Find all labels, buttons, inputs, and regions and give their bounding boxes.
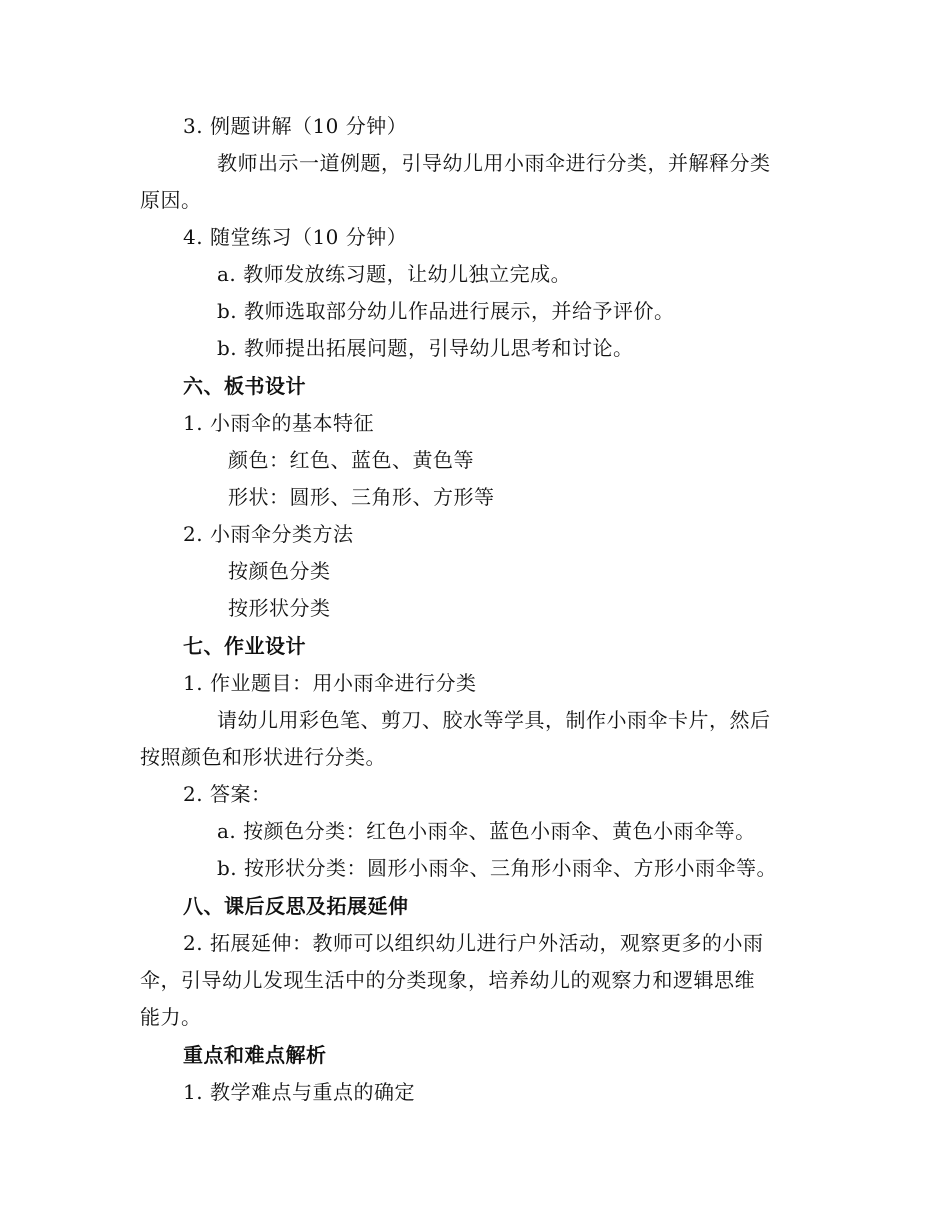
item-4-sub-b: b. 教师选取部分幼儿作品进行展示，并给予评价。	[217, 299, 675, 323]
section-8-heading: 八、课后反思及拓展延伸	[183, 894, 409, 918]
section-7-heading: 七、作业设计	[183, 634, 306, 658]
section-7-item-1: 1. 作业题目：用小雨伞进行分类	[183, 671, 477, 695]
section-8-item-2-line-2: 伞，引导幼儿发现生活中的分类现象，培养幼儿的观察力和逻辑思维	[140, 968, 755, 992]
section-8-item-2-line-3: 能力。	[140, 1005, 202, 1029]
section-6-item-1-shape: 形状：圆形、三角形、方形等	[228, 485, 495, 509]
section-7-item-1-body-line-1: 请幼儿用彩色笔、剪刀、胶水等学具，制作小雨伞卡片，然后	[217, 708, 771, 732]
key-points-heading: 重点和难点解析	[183, 1043, 327, 1067]
section-6-heading: 六、板书设计	[183, 374, 306, 398]
section-6-item-2-by-color: 按颜色分类	[228, 559, 331, 583]
item-3-body-line-2: 原因。	[140, 188, 202, 212]
item-4-heading: 4. 随堂练习（10 分钟）	[183, 225, 408, 249]
key-points-item-1: 1. 教学难点与重点的确定	[183, 1080, 415, 1104]
section-6-item-2-by-shape: 按形状分类	[228, 596, 331, 620]
section-7-item-1-body-line-2: 按照颜色和形状进行分类。	[140, 745, 386, 769]
section-6-item-2: 2. 小雨伞分类方法	[183, 522, 354, 546]
item-4-sub-a: a. 教师发放练习题，让幼儿独立完成。	[217, 262, 572, 286]
section-6-item-1: 1. 小雨伞的基本特征	[183, 411, 374, 435]
section-6-item-1-color: 颜色：红色、蓝色、黄色等	[228, 448, 474, 472]
section-7-item-2-sub-b: b. 按形状分类：圆形小雨伞、三角形小雨伞、方形小雨伞等。	[217, 856, 778, 880]
item-3-body-line-1: 教师出示一道例题，引导幼儿用小雨伞进行分类，并解释分类	[217, 151, 771, 175]
item-3-heading: 3. 例题讲解（10 分钟）	[183, 114, 408, 138]
section-8-item-2-line-1: 2. 拓展延伸：教师可以组织幼儿进行户外活动，观察更多的小雨	[183, 931, 764, 955]
item-4-sub-b2: b. 教师提出拓展问题，引导幼儿思考和讨论。	[217, 336, 634, 360]
section-7-item-2: 2. 答案：	[183, 782, 272, 806]
section-7-item-2-sub-a: a. 按颜色分类：红色小雨伞、蓝色小雨伞、黄色小雨伞等。	[217, 819, 756, 843]
